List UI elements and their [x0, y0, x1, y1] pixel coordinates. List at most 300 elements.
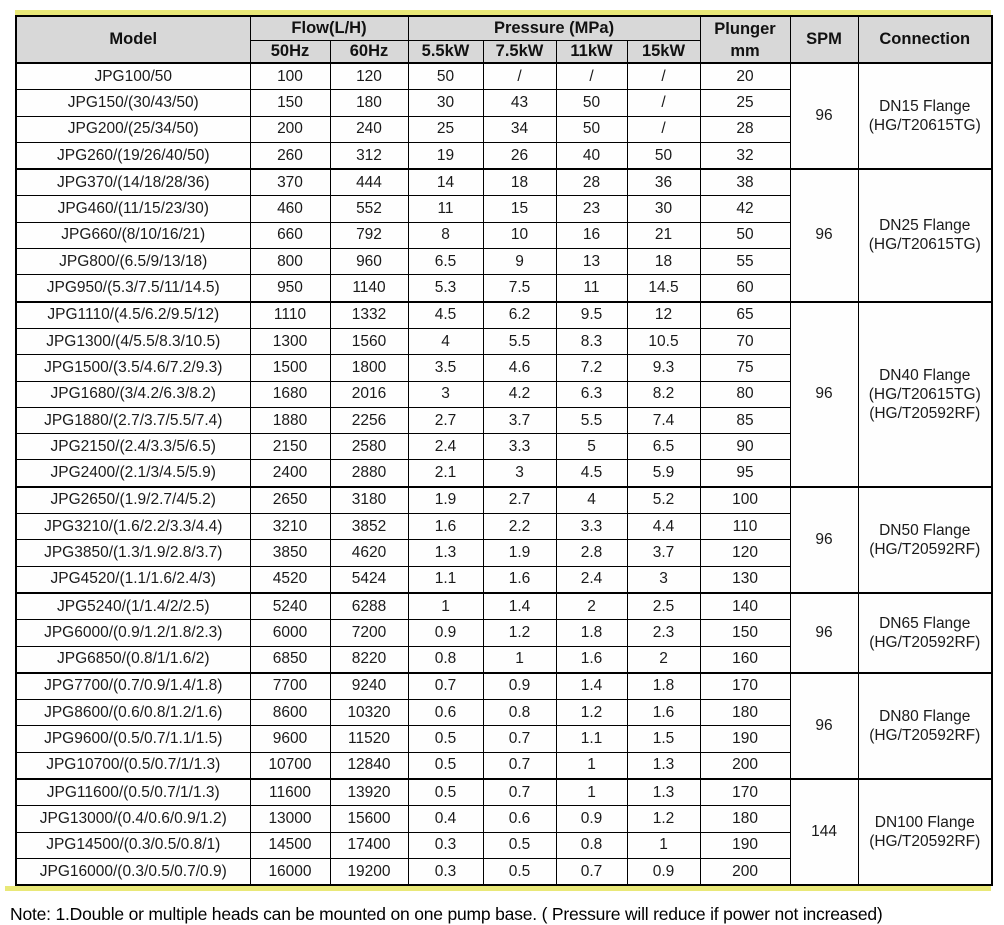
model-cell: JPG1880/(2.7/3.7/5.5/7.4): [16, 407, 250, 433]
pressure-7-5kw-cell: 2.7: [483, 487, 556, 514]
model-cell: JPG950/(5.3/7.5/11/14.5): [16, 275, 250, 302]
table-row: [16, 169, 992, 196]
table-row: [16, 779, 992, 806]
plunger-cell: 42: [700, 196, 790, 222]
flow-50hz-cell: 2150: [250, 434, 330, 460]
pressure-11kw-cell: 1.8: [556, 620, 627, 646]
model-cell: JPG4520/(1.1/1.6/2.4/3): [16, 566, 250, 593]
pressure-15kw-cell: /: [627, 90, 700, 116]
pressure-15kw-cell: 1: [627, 832, 700, 858]
spm-cell: 96: [790, 593, 858, 673]
flow-60hz-cell: 552: [330, 196, 408, 222]
pressure-7-5kw-cell: 15: [483, 196, 556, 222]
pressure-15kw-cell: 6.5: [627, 434, 700, 460]
table-row: [16, 63, 992, 90]
model-cell: JPG16000/(0.3/0.5/0.7/0.9): [16, 858, 250, 885]
pressure-11kw-cell: 1: [556, 752, 627, 779]
flow-50hz-cell: 6000: [250, 620, 330, 646]
pressure-15kw-cell: 0.9: [627, 858, 700, 885]
col-header-model: Model: [16, 16, 250, 63]
pressure-7-5kw-cell: 0.9: [483, 673, 556, 700]
flow-60hz-cell: 312: [330, 142, 408, 169]
pressure-5-5kw-cell: 1.3: [408, 540, 483, 566]
flow-60hz-cell: 1800: [330, 355, 408, 381]
pressure-11kw-cell: 4: [556, 487, 627, 514]
pressure-15kw-cell: 21: [627, 222, 700, 248]
model-cell: JPG8600/(0.6/0.8/1.2/1.6): [16, 700, 250, 726]
pressure-5-5kw-cell: 11: [408, 196, 483, 222]
pressure-5-5kw-cell: 50: [408, 63, 483, 90]
model-cell: JPG460/(11/15/23/30): [16, 196, 250, 222]
header-row-main: [16, 16, 992, 40]
flow-60hz-cell: 960: [330, 249, 408, 275]
pressure-7-5kw-cell: 34: [483, 116, 556, 142]
flow-50hz-cell: 370: [250, 169, 330, 196]
pressure-5-5kw-cell: 8: [408, 222, 483, 248]
pressure-5-5kw-cell: 1.9: [408, 487, 483, 514]
plunger-cell: 130: [700, 566, 790, 593]
pressure-5-5kw-cell: 0.4: [408, 806, 483, 832]
pressure-15kw-cell: 5.9: [627, 460, 700, 487]
connection-line: (HG/T20592RF): [869, 633, 981, 651]
flow-50hz-cell: 3210: [250, 514, 330, 540]
pressure-15kw-cell: 1.3: [627, 779, 700, 806]
pressure-15kw-cell: 2.3: [627, 620, 700, 646]
flow-60hz-cell: 11520: [330, 726, 408, 752]
pressure-11kw-cell: 4.5: [556, 460, 627, 487]
pressure-15kw-cell: 3: [627, 566, 700, 593]
pressure-15kw-cell: 2: [627, 646, 700, 673]
pressure-15kw-cell: 18: [627, 249, 700, 275]
pressure-15kw-cell: /: [627, 63, 700, 90]
pressure-15kw-cell: 5.2: [627, 487, 700, 514]
plunger-cell: 190: [700, 832, 790, 858]
plunger-cell: 55: [700, 249, 790, 275]
flow-50hz-cell: 800: [250, 249, 330, 275]
plunger-cell: 100: [700, 487, 790, 514]
pressure-15kw-cell: 36: [627, 169, 700, 196]
plunger-cell: 110: [700, 514, 790, 540]
plunger-cell: 180: [700, 806, 790, 832]
pressure-11kw-cell: 0.9: [556, 806, 627, 832]
flow-60hz-cell: 2256: [330, 407, 408, 433]
model-cell: JPG150/(30/43/50): [16, 90, 250, 116]
pressure-5-5kw-cell: 25: [408, 116, 483, 142]
pressure-7-5kw-cell: 0.7: [483, 779, 556, 806]
flow-50hz-cell: 9600: [250, 726, 330, 752]
plunger-cell: 75: [700, 355, 790, 381]
model-cell: JPG800/(6.5/9/13/18): [16, 249, 250, 275]
model-cell: JPG100/50: [16, 63, 250, 90]
pressure-11kw-cell: 9.5: [556, 302, 627, 329]
pressure-5-5kw-cell: 30: [408, 90, 483, 116]
plunger-cell: 190: [700, 726, 790, 752]
pressure-7-5kw-cell: 1: [483, 646, 556, 673]
spm-cell: 96: [790, 169, 858, 301]
flow-60hz-cell: 5424: [330, 566, 408, 593]
model-cell: JPG6850/(0.8/1/1.6/2): [16, 646, 250, 673]
pressure-5-5kw-cell: 1.6: [408, 514, 483, 540]
footnote: Note: 1.Double or multiple heads can be mounted on one pump base. ( Pressure will reduce if power not increased): [10, 904, 883, 925]
model-cell: JPG11600/(0.5/0.7/1/1.3): [16, 779, 250, 806]
pressure-7-5kw-cell: 3.3: [483, 434, 556, 460]
spm-cell: 96: [790, 673, 858, 779]
plunger-cell: 180: [700, 700, 790, 726]
connection-line: DN80 Flange: [879, 707, 971, 725]
col-header-60hz: 60Hz: [330, 40, 408, 63]
col-header-connection: Connection: [858, 16, 992, 63]
pressure-15kw-cell: 30: [627, 196, 700, 222]
model-cell: JPG7700/(0.7/0.9/1.4/1.8): [16, 673, 250, 700]
pressure-5-5kw-cell: 0.5: [408, 779, 483, 806]
model-cell: JPG260/(19/26/40/50): [16, 142, 250, 169]
flow-50hz-cell: 8600: [250, 700, 330, 726]
model-cell: JPG2400/(2.1/3/4.5/5.9): [16, 460, 250, 487]
model-cell: JPG3850/(1.3/1.9/2.8/3.7): [16, 540, 250, 566]
connection-cell: [858, 63, 992, 169]
model-cell: JPG2650/(1.9/2.7/4/5.2): [16, 487, 250, 514]
model-cell: JPG370/(14/18/28/36): [16, 169, 250, 196]
model-cell: JPG1500/(3.5/4.6/7.2/9.3): [16, 355, 250, 381]
connection-cell: [858, 779, 992, 885]
pressure-7-5kw-cell: 0.5: [483, 832, 556, 858]
connection-line: DN100 Flange: [874, 814, 975, 832]
pressure-15kw-cell: 3.7: [627, 540, 700, 566]
model-cell: JPG3210/(1.6/2.2/3.3/4.4): [16, 514, 250, 540]
plunger-cell: 50: [700, 222, 790, 248]
pressure-5-5kw-cell: 14: [408, 169, 483, 196]
pressure-11kw-cell: 6.3: [556, 381, 627, 407]
plunger-cell: 28: [700, 116, 790, 142]
flow-60hz-cell: 15600: [330, 806, 408, 832]
col-header-15kw: 15kW: [627, 40, 700, 63]
plunger-cell: 38: [700, 169, 790, 196]
model-cell: JPG13000/(0.4/0.6/0.9/1.2): [16, 806, 250, 832]
pressure-7-5kw-cell: 2.2: [483, 514, 556, 540]
pressure-7-5kw-cell: 0.5: [483, 858, 556, 885]
pressure-11kw-cell: 11: [556, 275, 627, 302]
connection-line: (HG/T20592RF): [869, 540, 981, 558]
plunger-cell: 90: [700, 434, 790, 460]
plunger-cell: 170: [700, 673, 790, 700]
flow-60hz-cell: 1140: [330, 275, 408, 302]
pressure-7-5kw-cell: 4.6: [483, 355, 556, 381]
plunger-cell: 170: [700, 779, 790, 806]
plunger-cell: 20: [700, 63, 790, 90]
pressure-11kw-cell: 2.4: [556, 566, 627, 593]
connection-line: DN65 Flange: [879, 614, 971, 632]
connection-line: DN25 Flange: [879, 217, 971, 235]
col-header-spm: SPM: [790, 16, 858, 63]
flow-60hz-cell: 19200: [330, 858, 408, 885]
pressure-7-5kw-cell: 5.5: [483, 328, 556, 354]
flow-50hz-cell: 2400: [250, 460, 330, 487]
plunger-cell: 70: [700, 328, 790, 354]
pressure-15kw-cell: 1.3: [627, 752, 700, 779]
flow-50hz-cell: 11600: [250, 779, 330, 806]
flow-50hz-cell: 260: [250, 142, 330, 169]
model-cell: JPG14500/(0.3/0.5/0.8/1): [16, 832, 250, 858]
flow-50hz-cell: 6850: [250, 646, 330, 673]
model-cell: JPG660/(8/10/16/21): [16, 222, 250, 248]
pressure-5-5kw-cell: 4: [408, 328, 483, 354]
pressure-7-5kw-cell: 6.2: [483, 302, 556, 329]
pressure-7-5kw-cell: /: [483, 63, 556, 90]
pressure-11kw-cell: 1: [556, 779, 627, 806]
col-header-11kw: 11kW: [556, 40, 627, 63]
pressure-11kw-cell: 2.8: [556, 540, 627, 566]
col-header-plunger-line1: Plunger: [714, 19, 776, 38]
pressure-7-5kw-cell: 0.8: [483, 700, 556, 726]
pressure-5-5kw-cell: 0.6: [408, 700, 483, 726]
table-row: [16, 673, 992, 700]
pressure-11kw-cell: 5.5: [556, 407, 627, 433]
pressure-5-5kw-cell: 2.7: [408, 407, 483, 433]
pressure-15kw-cell: /: [627, 116, 700, 142]
pressure-11kw-cell: 1.2: [556, 700, 627, 726]
pressure-7-5kw-cell: 1.4: [483, 593, 556, 620]
pressure-11kw-cell: 16: [556, 222, 627, 248]
pressure-15kw-cell: 4.4: [627, 514, 700, 540]
connection-cell: [858, 487, 992, 593]
pressure-11kw-cell: 50: [556, 116, 627, 142]
col-header-pressure: Pressure (MPa): [408, 16, 700, 40]
col-header-5-5kw: 5.5kW: [408, 40, 483, 63]
plunger-cell: 25: [700, 90, 790, 116]
plunger-cell: 95: [700, 460, 790, 487]
plunger-cell: 80: [700, 381, 790, 407]
spm-cell: 96: [790, 63, 858, 169]
connection-cell: [858, 593, 992, 673]
pressure-5-5kw-cell: 4.5: [408, 302, 483, 329]
pressure-15kw-cell: 14.5: [627, 275, 700, 302]
flow-50hz-cell: 1880: [250, 407, 330, 433]
pressure-11kw-cell: 5: [556, 434, 627, 460]
pressure-5-5kw-cell: 6.5: [408, 249, 483, 275]
model-cell: JPG1300/(4/5.5/8.3/10.5): [16, 328, 250, 354]
plunger-cell: 32: [700, 142, 790, 169]
connection-line: DN15 Flange: [879, 98, 971, 116]
pressure-11kw-cell: 50: [556, 90, 627, 116]
pressure-5-5kw-cell: 1.1: [408, 566, 483, 593]
plunger-cell: 60: [700, 275, 790, 302]
connection-cell: [858, 169, 992, 301]
col-header-50hz: 50Hz: [250, 40, 330, 63]
flow-60hz-cell: 8220: [330, 646, 408, 673]
model-cell: JPG200/(25/34/50): [16, 116, 250, 142]
flow-50hz-cell: 950: [250, 275, 330, 302]
pressure-7-5kw-cell: 7.5: [483, 275, 556, 302]
spm-cell: 96: [790, 302, 858, 487]
pressure-5-5kw-cell: 0.3: [408, 832, 483, 858]
pressure-7-5kw-cell: 1.6: [483, 566, 556, 593]
plunger-cell: 120: [700, 540, 790, 566]
connection-line: (HG/T20615TG): [868, 236, 981, 254]
pressure-11kw-cell: 1.1: [556, 726, 627, 752]
pressure-11kw-cell: 40: [556, 142, 627, 169]
table-row: [16, 487, 992, 514]
flow-50hz-cell: 1110: [250, 302, 330, 329]
pressure-5-5kw-cell: 5.3: [408, 275, 483, 302]
model-cell: JPG2150/(2.4/3.3/5/6.5): [16, 434, 250, 460]
pump-spec-table: [15, 15, 993, 886]
plunger-cell: 140: [700, 593, 790, 620]
pressure-5-5kw-cell: 0.9: [408, 620, 483, 646]
connection-line: (HG/T20592RF): [869, 404, 981, 422]
pressure-7-5kw-cell: 0.6: [483, 806, 556, 832]
connection-line: (HG/T20615TG): [868, 117, 981, 135]
table-body: [16, 63, 992, 885]
flow-50hz-cell: 460: [250, 196, 330, 222]
pressure-7-5kw-cell: 1.2: [483, 620, 556, 646]
pressure-11kw-cell: 8.3: [556, 328, 627, 354]
pressure-15kw-cell: 10.5: [627, 328, 700, 354]
flow-50hz-cell: 16000: [250, 858, 330, 885]
col-header-7-5kw: 7.5kW: [483, 40, 556, 63]
flow-50hz-cell: 10700: [250, 752, 330, 779]
flow-50hz-cell: 5240: [250, 593, 330, 620]
flow-60hz-cell: 792: [330, 222, 408, 248]
flow-50hz-cell: 13000: [250, 806, 330, 832]
flow-60hz-cell: 3852: [330, 514, 408, 540]
pressure-11kw-cell: 2: [556, 593, 627, 620]
pressure-7-5kw-cell: 4.2: [483, 381, 556, 407]
pressure-11kw-cell: 13: [556, 249, 627, 275]
pressure-5-5kw-cell: 0.5: [408, 752, 483, 779]
model-cell: JPG1110/(4.5/6.2/9.5/12): [16, 302, 250, 329]
table-row: [16, 302, 992, 329]
flow-60hz-cell: 13920: [330, 779, 408, 806]
connection-line: (HG/T20592RF): [869, 833, 981, 851]
pressure-5-5kw-cell: 1: [408, 593, 483, 620]
pressure-15kw-cell: 1.8: [627, 673, 700, 700]
model-cell: JPG5240/(1/1.4/2/2.5): [16, 593, 250, 620]
pressure-7-5kw-cell: 0.7: [483, 726, 556, 752]
pressure-11kw-cell: 0.7: [556, 858, 627, 885]
flow-50hz-cell: 150: [250, 90, 330, 116]
flow-60hz-cell: 4620: [330, 540, 408, 566]
pressure-7-5kw-cell: 3: [483, 460, 556, 487]
pressure-15kw-cell: 1.6: [627, 700, 700, 726]
flow-60hz-cell: 10320: [330, 700, 408, 726]
pressure-7-5kw-cell: 9: [483, 249, 556, 275]
flow-50hz-cell: 1500: [250, 355, 330, 381]
flow-50hz-cell: 1680: [250, 381, 330, 407]
model-cell: JPG6000/(0.9/1.2/1.8/2.3): [16, 620, 250, 646]
table-header: [16, 16, 992, 63]
plunger-cell: 150: [700, 620, 790, 646]
model-cell: JPG9600/(0.5/0.7/1.1/1.5): [16, 726, 250, 752]
flow-50hz-cell: 14500: [250, 832, 330, 858]
connection-cell: [858, 673, 992, 779]
flow-60hz-cell: 240: [330, 116, 408, 142]
connection-line: DN40 Flange: [879, 366, 971, 384]
pressure-15kw-cell: 50: [627, 142, 700, 169]
pressure-5-5kw-cell: 0.7: [408, 673, 483, 700]
flow-50hz-cell: 660: [250, 222, 330, 248]
pressure-7-5kw-cell: 3.7: [483, 407, 556, 433]
table-row: [16, 593, 992, 620]
pressure-5-5kw-cell: 0.8: [408, 646, 483, 673]
plunger-cell: 200: [700, 752, 790, 779]
pressure-11kw-cell: 28: [556, 169, 627, 196]
pressure-15kw-cell: 1.5: [627, 726, 700, 752]
pressure-15kw-cell: 9.3: [627, 355, 700, 381]
flow-60hz-cell: 9240: [330, 673, 408, 700]
flow-60hz-cell: 180: [330, 90, 408, 116]
flow-60hz-cell: 3180: [330, 487, 408, 514]
flow-60hz-cell: 120: [330, 63, 408, 90]
pressure-11kw-cell: 0.8: [556, 832, 627, 858]
pressure-15kw-cell: 8.2: [627, 381, 700, 407]
pressure-7-5kw-cell: 10: [483, 222, 556, 248]
pressure-7-5kw-cell: 18: [483, 169, 556, 196]
flow-60hz-cell: 2580: [330, 434, 408, 460]
plunger-cell: 200: [700, 858, 790, 885]
connection-line: DN50 Flange: [879, 521, 971, 539]
col-header-plunger-line2: mm: [730, 41, 760, 60]
pressure-11kw-cell: /: [556, 63, 627, 90]
pressure-7-5kw-cell: 26: [483, 142, 556, 169]
pressure-11kw-cell: 3.3: [556, 514, 627, 540]
connection-cell: [858, 302, 992, 487]
flow-60hz-cell: 444: [330, 169, 408, 196]
flow-60hz-cell: 1332: [330, 302, 408, 329]
flow-50hz-cell: 200: [250, 116, 330, 142]
pressure-5-5kw-cell: 3: [408, 381, 483, 407]
pressure-11kw-cell: 1.6: [556, 646, 627, 673]
flow-50hz-cell: 3850: [250, 540, 330, 566]
pressure-5-5kw-cell: 2.1: [408, 460, 483, 487]
model-cell: JPG10700/(0.5/0.7/1/1.3): [16, 752, 250, 779]
flow-60hz-cell: 7200: [330, 620, 408, 646]
col-header-flow: Flow(L/H): [250, 16, 408, 40]
pressure-15kw-cell: 2.5: [627, 593, 700, 620]
flow-60hz-cell: 2880: [330, 460, 408, 487]
pressure-7-5kw-cell: 43: [483, 90, 556, 116]
flow-50hz-cell: 100: [250, 63, 330, 90]
pressure-15kw-cell: 7.4: [627, 407, 700, 433]
connection-line: (HG/T20592RF): [869, 726, 981, 744]
pressure-5-5kw-cell: 0.5: [408, 726, 483, 752]
spm-cell: 144: [790, 779, 858, 885]
bottom-accent-line: [5, 886, 991, 891]
flow-50hz-cell: 7700: [250, 673, 330, 700]
connection-line: (HG/T20615TG): [868, 385, 981, 403]
flow-60hz-cell: 17400: [330, 832, 408, 858]
flow-60hz-cell: 2016: [330, 381, 408, 407]
pressure-15kw-cell: 1.2: [627, 806, 700, 832]
pressure-7-5kw-cell: 0.7: [483, 752, 556, 779]
flow-60hz-cell: 6288: [330, 593, 408, 620]
flow-50hz-cell: 4520: [250, 566, 330, 593]
plunger-cell: 85: [700, 407, 790, 433]
pressure-5-5kw-cell: 3.5: [408, 355, 483, 381]
model-cell: JPG1680/(3/4.2/6.3/8.2): [16, 381, 250, 407]
pressure-15kw-cell: 12: [627, 302, 700, 329]
pressure-7-5kw-cell: 1.9: [483, 540, 556, 566]
pressure-11kw-cell: 7.2: [556, 355, 627, 381]
plunger-cell: 65: [700, 302, 790, 329]
flow-60hz-cell: 12840: [330, 752, 408, 779]
pressure-5-5kw-cell: 19: [408, 142, 483, 169]
flow-50hz-cell: 2650: [250, 487, 330, 514]
spm-cell: 96: [790, 487, 858, 593]
flow-60hz-cell: 1560: [330, 328, 408, 354]
pressure-5-5kw-cell: 0.3: [408, 858, 483, 885]
flow-50hz-cell: 1300: [250, 328, 330, 354]
pressure-11kw-cell: 23: [556, 196, 627, 222]
